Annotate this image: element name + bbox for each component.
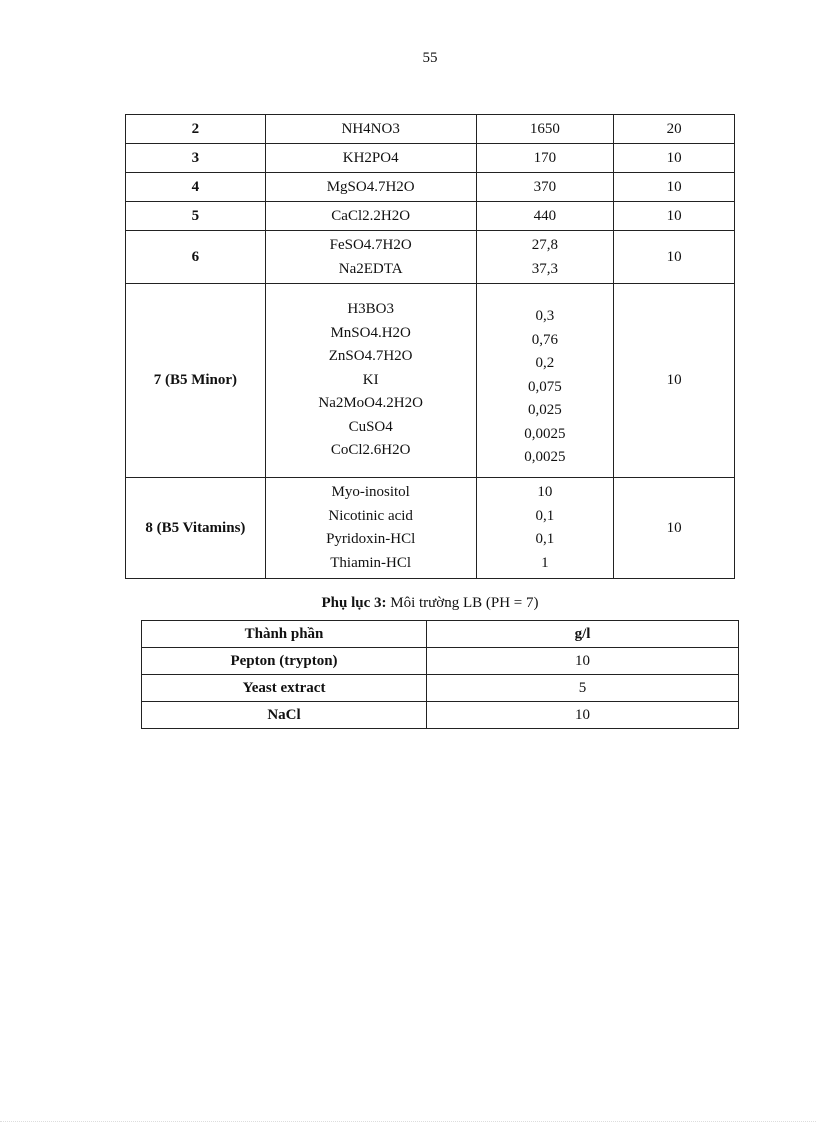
stock-id: 4 xyxy=(126,173,266,202)
amount-cell xyxy=(476,144,614,173)
amount-value: 27,8 xyxy=(531,237,558,253)
chemical-name: ZnSO4.7H2O xyxy=(328,348,413,365)
table-row xyxy=(126,202,735,231)
chemical-name: Na2MoO4.2H2O xyxy=(318,395,423,412)
chemical-cell xyxy=(265,115,476,144)
table-row xyxy=(126,478,735,579)
table-row xyxy=(126,115,735,144)
chemical-cell xyxy=(265,202,476,231)
chemical-name: CaCl2.2H2O xyxy=(331,208,411,224)
amount-value: 0,3 xyxy=(535,308,555,325)
caption-label: Phụ lục 3: xyxy=(321,595,387,611)
volume-cell: 20 xyxy=(614,115,735,144)
table-row xyxy=(142,702,739,729)
chemical-name: Na2EDTA xyxy=(338,261,403,277)
component-name: Pepton (trypton) xyxy=(142,648,427,675)
table-row xyxy=(142,675,739,702)
amount-value: 10 xyxy=(537,484,553,500)
chemical-name: KH2PO4 xyxy=(342,150,399,166)
stock-id: 2 xyxy=(126,115,266,144)
page-number: 55 xyxy=(422,50,438,66)
chemical-name: H3BO3 xyxy=(347,301,394,318)
amount-value: 0,0025 xyxy=(524,449,566,466)
chemical-name: MnSO4.H2O xyxy=(330,324,411,341)
component-value: 10 xyxy=(427,648,739,675)
chemical-name: Myo-inositol xyxy=(331,484,410,500)
table-header-row xyxy=(142,621,739,648)
column-header: g/l xyxy=(427,621,739,648)
table-row xyxy=(126,144,735,173)
volume-cell: 10 xyxy=(614,144,735,173)
amount-value: 370 xyxy=(533,179,557,195)
component-name: NaCl xyxy=(142,702,427,729)
amount-value: 440 xyxy=(533,208,557,224)
chemical-cell xyxy=(265,284,476,478)
amount-value: 170 xyxy=(533,150,557,166)
amount-value: 1650 xyxy=(529,121,560,137)
chemical-cell xyxy=(265,144,476,173)
volume-cell: 10 xyxy=(614,284,735,478)
amount-cell xyxy=(476,284,614,478)
component-value: 10 xyxy=(427,702,739,729)
volume-cell: 10 xyxy=(614,202,735,231)
amount-value: 0,76 xyxy=(531,331,558,348)
chemical-cell xyxy=(265,478,476,579)
amount-value: 0,025 xyxy=(528,402,562,419)
component-value: 5 xyxy=(427,675,739,702)
lb-medium-table xyxy=(141,620,739,729)
stock-id: 6 xyxy=(126,231,266,284)
component-name: Yeast extract xyxy=(142,675,427,702)
table-caption xyxy=(0,595,816,612)
table-row xyxy=(142,648,739,675)
amount-cell xyxy=(476,173,614,202)
stock-id: 7 (B5 Minor) xyxy=(126,284,266,478)
amount-value: 37,3 xyxy=(531,261,558,277)
amount-value: 0,1 xyxy=(535,531,555,547)
stock-id: 5 xyxy=(126,202,266,231)
amount-cell xyxy=(476,231,614,284)
amount-cell xyxy=(476,202,614,231)
amount-value: 1 xyxy=(541,554,549,571)
volume-cell: 10 xyxy=(614,173,735,202)
stock-id: 8 (B5 Vitamins) xyxy=(126,478,266,579)
chemical-name: Thiamin-HCl xyxy=(330,554,412,571)
amount-value: 0,2 xyxy=(535,355,555,372)
chemical-name: KI xyxy=(362,371,379,388)
amount-value: 0,1 xyxy=(535,507,555,524)
chemical-name: CoCl2.6H2O xyxy=(330,442,411,459)
table-row xyxy=(126,173,735,202)
table-row xyxy=(126,231,735,284)
volume-cell: 10 xyxy=(614,478,735,579)
chemical-name: CuSO4 xyxy=(348,418,393,435)
column-header: Thành phần xyxy=(142,621,427,648)
amount-value: 0,075 xyxy=(528,378,562,395)
chemical-cell xyxy=(265,173,476,202)
chemical-name: MgSO4.7H2O xyxy=(326,179,415,195)
caption-title: Môi trường LB (PH = 7) xyxy=(386,595,539,611)
stock-solution-table xyxy=(125,114,735,579)
stock-id: 3 xyxy=(126,144,266,173)
chemical-name: Pyridoxin-HCl xyxy=(326,531,416,547)
chemical-cell xyxy=(265,231,476,284)
amount-value: 0,0025 xyxy=(524,425,566,442)
chemical-name: FeSO4.7H2O xyxy=(329,237,412,253)
chemical-name: Nicotinic acid xyxy=(328,507,413,524)
table-row xyxy=(126,284,735,478)
amount-cell xyxy=(476,115,614,144)
amount-cell xyxy=(476,478,614,579)
chemical-name: NH4NO3 xyxy=(341,121,400,137)
volume-cell: 10 xyxy=(614,231,735,284)
